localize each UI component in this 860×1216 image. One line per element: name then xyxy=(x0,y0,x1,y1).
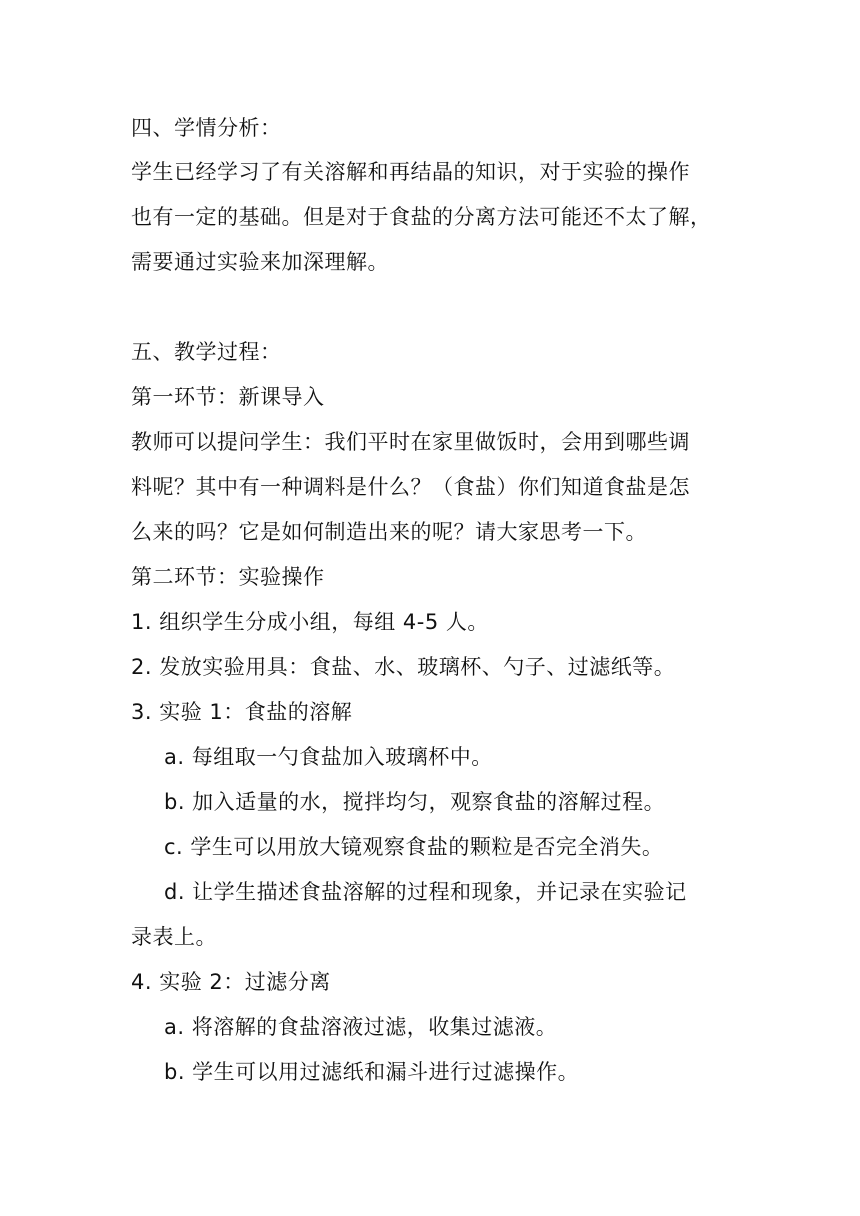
sub-list-item: a. 每组取一勺食盐加入玻璃杯中。 xyxy=(164,745,493,769)
paragraph-line: 也有一定的基础。但是对于食盐的分离方法可能还不太了解， xyxy=(131,205,712,229)
stage-title-introduction: 第一环节：新课导入 xyxy=(131,385,325,409)
stage-title-experiment: 第二环节：实验操作 xyxy=(131,565,325,589)
list-item: 4. 实验 2：过滤分离 xyxy=(131,970,331,994)
sub-list-item-continuation: 录表上。 xyxy=(131,925,217,949)
list-item: 3. 实验 1：食盐的溶解 xyxy=(131,700,353,724)
list-item: 2. 发放实验用具：食盐、水、玻璃杯、勺子、过滤纸等。 xyxy=(131,655,676,679)
sub-list-item: a. 将溶解的食盐溶液过滤，收集过滤液。 xyxy=(164,1015,558,1039)
paragraph-line: 教师可以提问学生：我们平时在家里做饭时，会用到哪些调 xyxy=(131,430,690,454)
paragraph-line: 料呢？其中有一种调料是什么？（食盐）你们知道食盐是怎 xyxy=(131,475,690,499)
sub-list-item: c. 学生可以用放大镜观察食盐的颗粒是否完全消失。 xyxy=(164,835,664,859)
paragraph-line: 学生已经学习了有关溶解和再结晶的知识，对于实验的操作 xyxy=(131,160,690,184)
sub-list-item: b. 加入适量的水，搅拌均匀，观察食盐的溶解过程。 xyxy=(164,790,666,814)
sub-list-item: d. 让学生描述食盐溶解的过程和现象，并记录在实验记 xyxy=(164,880,687,904)
list-item: 1. 组织学生分成小组，每组 4-5 人。 xyxy=(131,610,489,634)
paragraph-line: 需要通过实验来加深理解。 xyxy=(131,250,389,274)
section-heading-student-analysis: 四、学情分析： xyxy=(131,116,282,140)
section-heading-teaching-process: 五、教学过程： xyxy=(131,340,282,364)
paragraph-line: 么来的吗？它是如何制造出来的呢？请大家思考一下。 xyxy=(131,520,647,544)
sub-list-item: b. 学生可以用过滤纸和漏斗进行过滤操作。 xyxy=(164,1060,580,1084)
